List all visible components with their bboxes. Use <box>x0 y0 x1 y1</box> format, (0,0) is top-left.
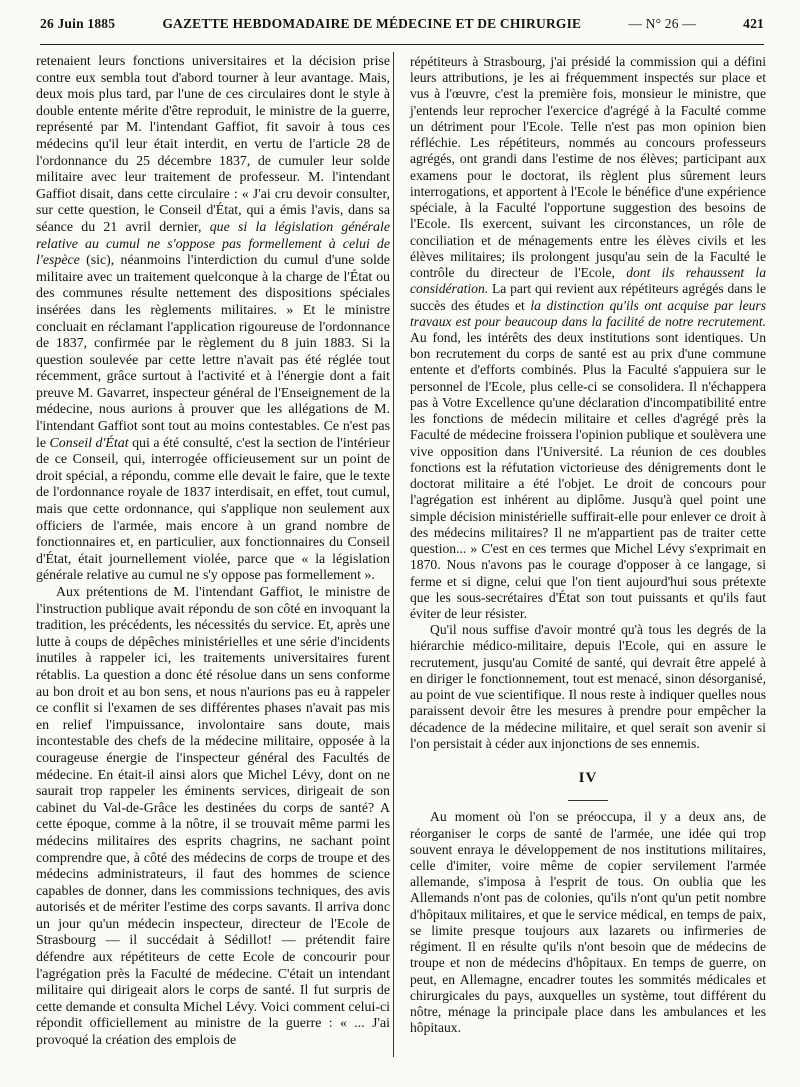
left-p1-italic-1: que si la législation générale relative au cumul ne s'oppose pas formellement à celui de l'espèce <box>36 219 390 269</box>
section-rule <box>568 800 608 801</box>
header-journal-title: GAZETTE HEBDOMADAIRE DE MÉDECINE ET DE CHIRURGIE <box>162 16 582 31</box>
left-paragraph-2: Aux prétentions de M. l'intendant Gaffiot, le ministre de l'instruction publique avait répondu de son côté en invoquant la tradition, les précédents, les nécessités du service. Et, après une lutte à coups de dépêches ministérielles et une série d'incidents inutiles à rappeler ici, les traitements universitaires furent rétablis. La question a donc été résolue dans un sens conforme au bon droit et au bon sens, et nous n'aurions pas eu à rappeler ce conflit si l'examen de ses différentes phases n'avait pas mis en relief l'impuissance, involontaire sans doute, mais incontestable des chefs de la médecine militaire, opposée à la courageuse énergie de l'inspecteur général des Facultés de médecine. En était-il ainsi alors que Michel Lévy, dont on ne saurait trop rappeler les éminents services, dirigeait de son cabinet du Val-de-Grâce les destinées du corps de santé? A cette époque, comme à la nôtre, il se trouvait même parmi les médecins militaires des esprits chagrins, ne sachant point comprendre que, à côté des médecins de corps de troupe et des médecins administrateurs, il faut des hommes de science capables de donner, dans les commissions techniques, des avis autorisés et de mériter l'estime des corps savants. Il arriva donc un jour qu'un médecin inspecteur, directeur de l'Ecole de Strasbourg — il succédait à Sédillot! — prétendit faire défendre aux répétiteurs de cette Ecole de concourir pour l'agrégation près la Faculté de médecine. C'était un intendant militaire qui dirigeait alors le corps de santé. Il fut surpris de cette demande et consulta Michel Lévy. Voici comment celui-ci répondit officiellement au ministre de la guerre : « ... J'ai provoqué la création des emplois de <box>36 585 390 1049</box>
header-rule <box>40 44 764 45</box>
running-header <box>40 16 764 38</box>
header-page-number: 421 <box>743 16 764 31</box>
right-column <box>410 54 766 1037</box>
section-heading-iv: IV <box>578 770 598 787</box>
left-p1-text-a: retenaient leurs fonctions universitaires et la décision prise contre eux sembla tout d'abord tourner à leur avantage. Mais, deux mois plus tard, par l'une de ces circulaires dont le style à double entente mérite d'être reproduit, le ministre de la guerre, représenté par M. l'intendant Gaffiot, fit savoir à tous ces médecins qu'il leur était interdit, en vertu de l'article 28 de l'ordonnance du 25 décembre 1837, de cumuler leur solde militaire avec leur traitement de professeur. M. l'intendant Gaffiot disait, dans cette circulaire : « J'ai cru devoir consulter, sur cette question, le Conseil d'État, qui a émis l'avis, dans sa séance du 21 avril dernier, <box>36 54 390 235</box>
column-divider <box>393 52 394 1057</box>
right-p1-text-a: répétiteurs à Strasbourg, j'ai présidé la commission qui a défini leurs attributions, je les ai fréquemment inspectés sur place et vus à l'œuvre, c'est la première fois, monsieur le ministre, que j'entends leur reprocher l'exercice d'agrégé à la Faculté comme un détriment pour l'Ecole. Telle n'est pas mon opinion bien réfléchie. Les répétiteurs, nommés au concours professeurs agrégés, ont grandi dans l'estime de nos élèves; participant aux examens pour le doctorat, ils règlent plus sûrement leurs interrogations, et apportent à l'Ecole le bénéfice d'une expérience spéciale, à la Faculté l'opportune suggestion des besoins de l'Ecole. Ils exercent, suivant les circonstances, un rôle de conciliation et de ménagements entre les élèves civils et les élèves militaires; ils prolongent jusqu'au sein de la Faculté le contrôle du directeur de l'Ecole, <box>410 54 766 281</box>
right-paragraph-3: Au moment où l'on se préoccupa, il y a deux ans, de réorganiser le corps de santé de l'armée, une idée qui trop souvent enraya le développement de nos institutions militaires, celle d'imiter, voire même de copier servilement l'armée allemande, s'imposa à l'esprit de tous. On oublia que les Allemands n'ont pas de colonies, qu'ils n'ont qu'un petit nombre d'hôpitaux militaires, et que le service médical, en temps de paix, se limite presque toujours aux lazarets ou infirmeries de régiment. Il en résulte qu'ils n'ont besoin que de médecins de troupe et non de médecins d'hôpitaux. En temps de guerre, on peut, en Allemagne, encadrer toutes les sommités médicales et chirurgicales du pays, auxquelles un système, tout différent du nôtre, ménage la principale place dans les ambulances et les hôpitaux. <box>410 809 766 1036</box>
header-date: 26 Juin 1885 <box>40 16 116 31</box>
right-paragraph-2: Qu'il nous suffise d'avoir montré qu'à tous les degrés de la hiérarchie médico-militaire, depuis l'Ecole, qui en assure le recrutement, jusqu'au Comité de santé, qui devrait être appelé à en diriger le fonctionnement, tout est menacé, sinon désorganisé, au point de vue scientifique. Il nous reste à indiquer quelles nous paraissent devoir être les mesures à prendre pour empêcher la décadence de la médecine militaire, et quel serait son avenir si l'on persistait à céder aux injonctions de ses ennemis. <box>410 622 766 751</box>
right-p1-italic-1: dont ils rehaussent la considération. <box>410 265 766 297</box>
left-p1-text-b: (sic), néanmoins l'interdiction du cumul d'une solde militaire avec un traitement quelconque à la charge de l'État ou des communes résulte nettement des dispositions spéciales insérées dans les règlements militaires. » Et le ministre concluait en réclamant l'application rigoureuse de l'ordonnance de 1837, confirmée par le règlement du 8 juin 1883. Si la question soulevée par cette lettre n'avait pas été réglée tout récemment, grâce surtout à l'activité et à l'énergie dont a fait preuve M. Gavarret, inspecteur général de l'Enseignement de la médecine, nous aurions à prouver que les allégations de M. l'intendant Gaffiot sont tout au moins contestables. Ce n'est pas le <box>36 253 390 451</box>
right-paragraph-1 <box>410 54 766 622</box>
left-p1-italic-2: Conseil d'État <box>49 435 129 451</box>
left-column <box>36 54 390 1050</box>
left-p1-text-c: qui a été consulté, c'est la section de l'intérieur de ce Conseil, qui, interrogée officieusement sur un point de droit spécial, a répondu, comme elle devait le faire, que le texte de l'ordonnance royale de 1837 interdisait, en effet, tout cumul, mais que cette ordonnance, qui s'applique non seulement aux officiers de l'armée, mais encore à un grand nombre de fonctionnaires et, en particulier, aux fonctionnaires du Conseil d'État, était journellement violée, parce que « la législation générale relative au cumul ne s'y oppose pas formellement ». <box>36 435 390 584</box>
header-issue-number: — N° 26 — <box>628 16 696 31</box>
left-paragraph-1 <box>36 54 390 585</box>
right-p1-text-b: La part qui revient aux répétiteurs agrégés dans le succès des études et <box>410 281 766 313</box>
right-p1-italic-2: la distinction qu'ils ont acquise par leurs travaux est pour beaucoup dans la facilité de notre recrutement. <box>410 297 766 329</box>
right-p1-text-c: Au fond, les intérêts des deux institutions sont identiques. Un bon recrutement du corps de santé est au prix d'une commune entente et d'efforts combinés. Plus la Faculté s'appuiera sur le personnel de l'Ecole, plus celle-ci se consolidera. Il n'échappera pas à Votre Excellence qu'une déclaration d'incompatibilité entre les fonctions de médecin militaire et celles d'agrégé près la Faculté de médecine froissera l'opinion publique et soulèvera une vive opposition dans l'Université. La réunion de ces doubles fonctions est la réfutation victorieuse des dénigrements dont le doctorat militaire a été l'objet. Le droit de concours pour l'agrégation est inhérent au diplôme. Jusqu'à quel point une simple décision ministérielle suffirait-elle pour enlever ce droit à des médecins militaires? Il ne m'appartient pas de traiter cette question... » C'est en ces termes que Michel Lévy s'exprimait en 1870. Nous n'avons pas le courage d'opposer à ce langage, si ferme et si digne, celui que l'on tient aujourd'hui sous prétexte que les sous-secrétaires d'État son tout puissants et qu'ils faut éviter de leur résister. <box>410 329 766 621</box>
